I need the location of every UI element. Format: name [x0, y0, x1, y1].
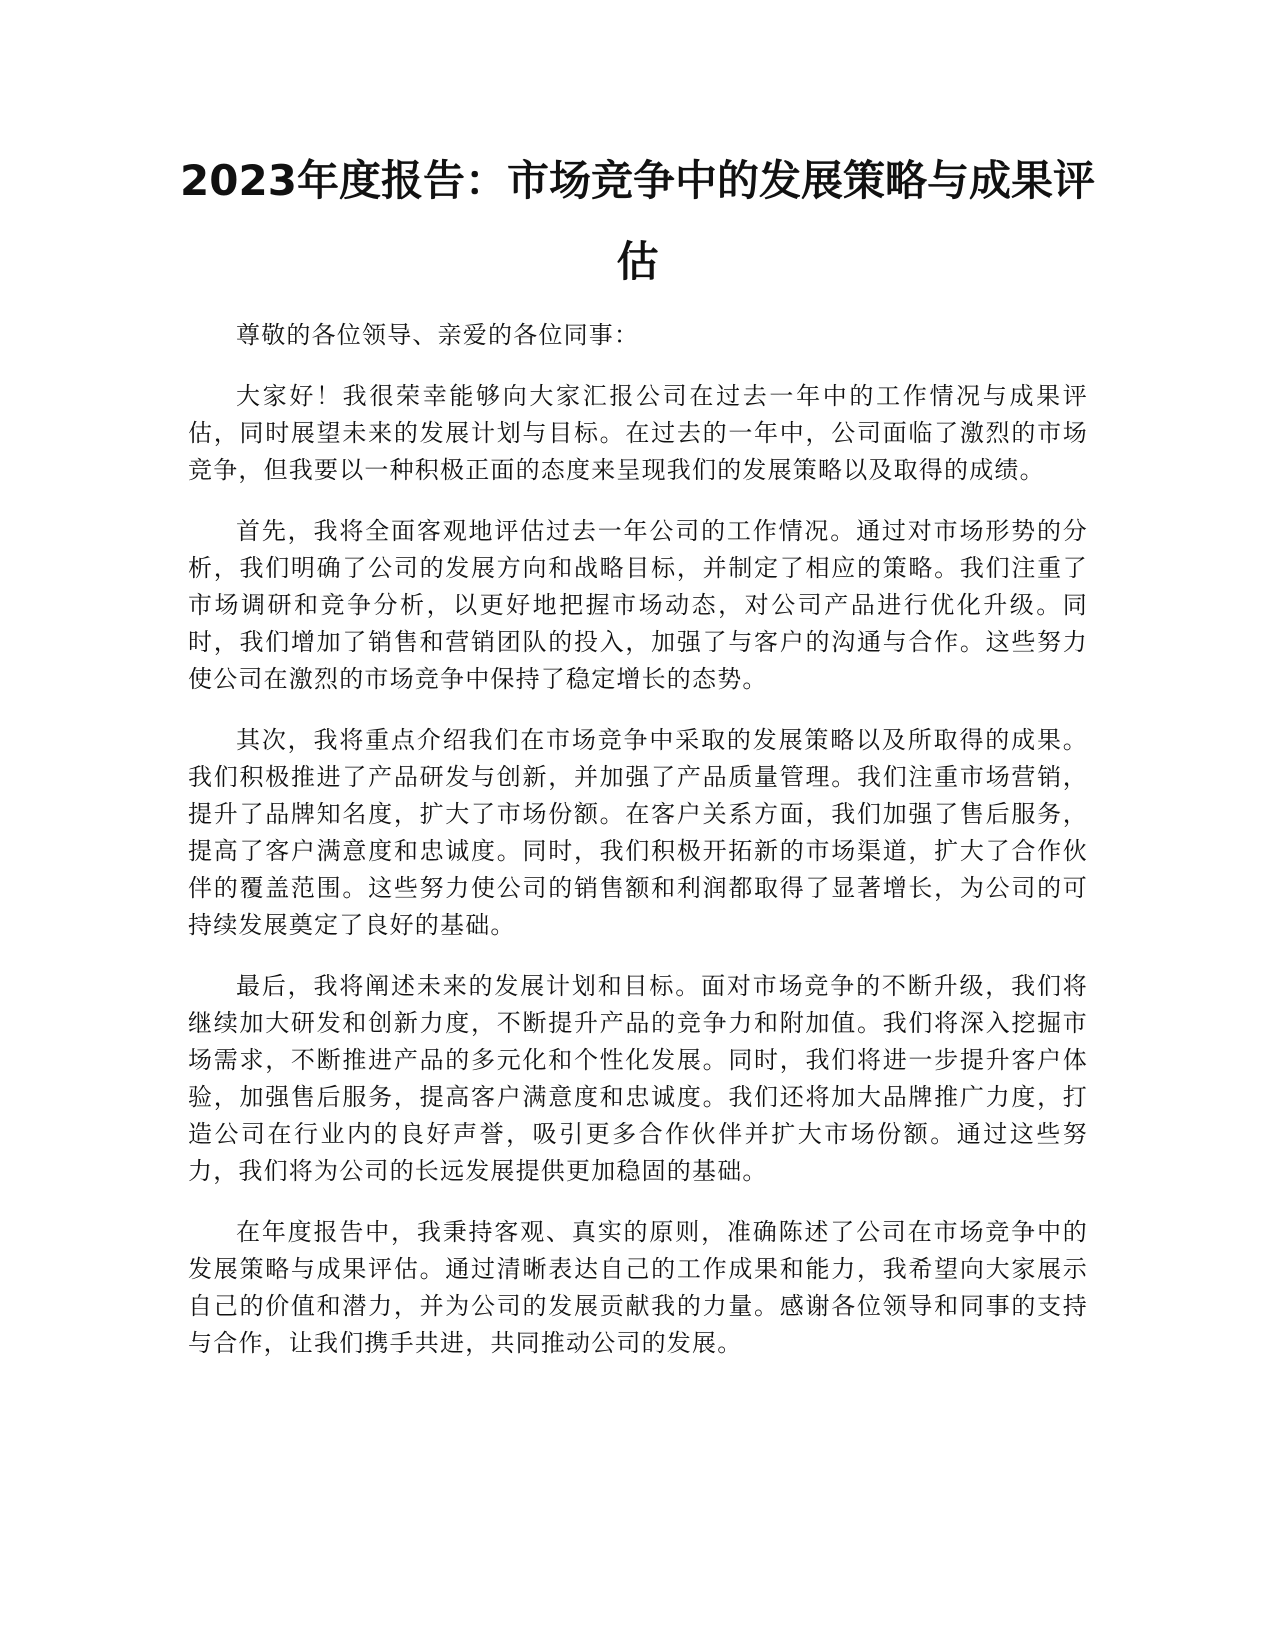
- paragraph-intro: 大家好！我很荣幸能够向大家汇报公司在过去一年中的工作情况与成果评估，同时展望未来的发展计划与目标。在过去的一年中，公司面临了激烈的市场竞争，但我要以一种积极正面的态度来呈现我们的发展策略以及取得的成绩。: [188, 382, 1088, 484]
- paragraph-review: 首先，我将全面客观地评估过去一年公司的工作情况。通过对市场形势的分析，我们明确了公司的发展方向和战略目标，并制定了相应的策略。我们注重了市场调研和竞争分析，以更好地把握市场动态，对公司产品进行优化升级。同时，我们增加了销售和营销团队的投入，加强了与客户的沟通与合作。这些努力使公司在激烈的市场竞争中保持了稳定增长的态势。: [188, 517, 1088, 693]
- paragraph-plan: 最后，我将阐述未来的发展计划和目标。面对市场竞争的不断升级，我们将继续加大研发和创新力度，不断提升产品的竞争力和附加值。我们将深入挖掘市场需求，不断推进产品的多元化和个性化发展。同时，我们将进一步提升客户体验，加强售后服务，提高客户满意度和忠诚度。我们还将加大品牌推广力度，打造公司在行业内的良好声誉，吸引更多合作伙伴并扩大市场份额。通过这些努力，我们将为公司的长远发展提供更加稳固的基础。: [188, 972, 1088, 1185]
- paragraph-conclusion: 在年度报告中，我秉持客观、真实的原则，准确陈述了公司在市场竞争中的发展策略与成果评估。通过清晰表达自己的工作成果和能力，我希望向大家展示自己的价值和潜力，并为公司的发展贡献我的力量。感谢各位领导和同事的支持与合作，让我们携手共进，共同推动公司的发展。: [188, 1218, 1088, 1357]
- document-title: 2023年度报告：市场竞争中的发展策略与成果评估: [180, 156, 1095, 286]
- salutation: 尊敬的各位领导、亲爱的各位同事：: [236, 321, 640, 349]
- paragraph-strategy: 其次，我将重点介绍我们在市场竞争中采取的发展策略以及所取得的成果。我们积极推进了产品研发与创新，并加强了产品质量管理。我们注重市场营销，提升了品牌知名度，扩大了市场份额。在客户关系方面，我们加强了售后服务，提高了客户满意度和忠诚度。同时，我们积极开拓新的市场渠道，扩大了合作伙伴的覆盖范围。这些努力使公司的销售额和利润都取得了显著增长，为公司的可持续发展奠定了良好的基础。: [188, 726, 1088, 939]
- document-body: [188, 317, 1088, 1386]
